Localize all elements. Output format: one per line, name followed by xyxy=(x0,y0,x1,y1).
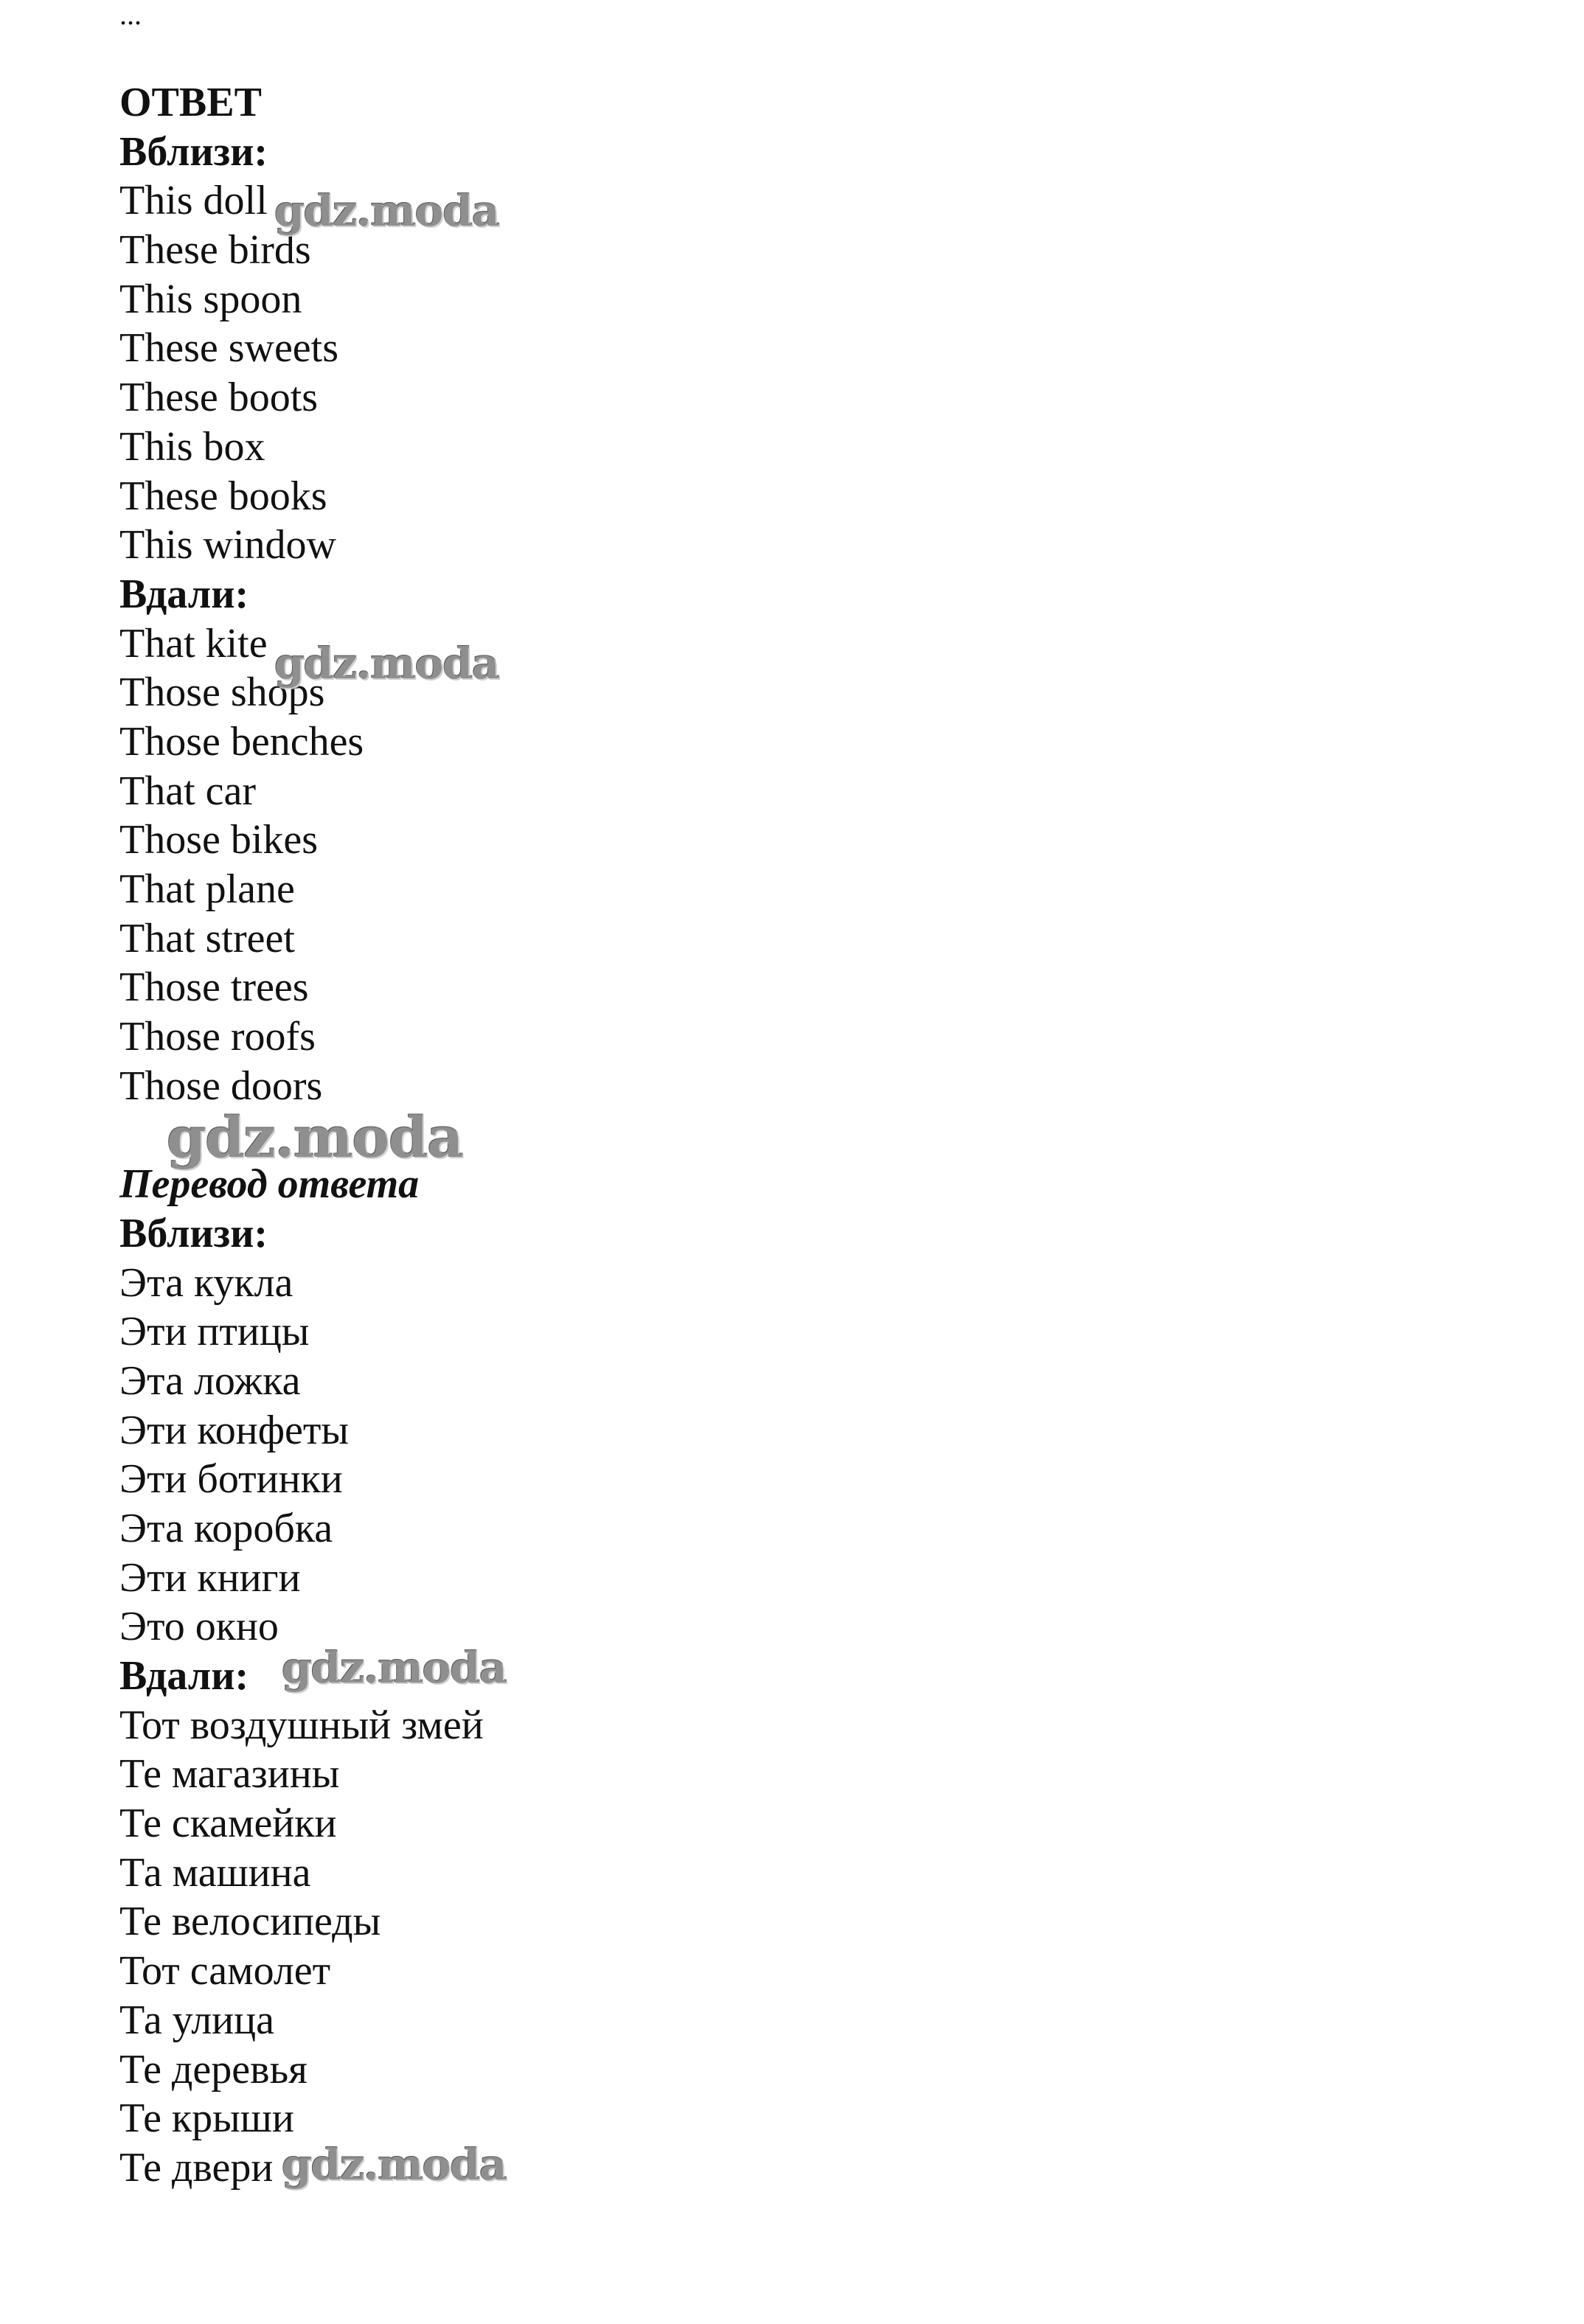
list-item: Those trees xyxy=(119,964,309,1011)
far-list-ru xyxy=(119,1701,1373,2193)
watermark: gdz.moda xyxy=(282,2140,507,2190)
far-heading: Вдали: xyxy=(119,571,249,617)
list-item: Эта коробка xyxy=(119,1505,333,1551)
ellipsis: ... xyxy=(119,0,142,31)
far-heading-ru: Вдали: xyxy=(119,1653,249,1699)
list-item: Та улица xyxy=(119,1997,274,2043)
near-heading-ru: Вблизи: xyxy=(119,1210,268,1256)
watermark: gdz.moda xyxy=(282,1643,507,1693)
list-item: Те велосипеды xyxy=(119,1899,381,1945)
list-item: Эти птицы xyxy=(119,1309,310,1355)
list-item: These sweets xyxy=(119,325,339,372)
list-item: Те крыши xyxy=(119,2095,294,2142)
list-item: Those bikes xyxy=(119,817,319,863)
list-item: This window xyxy=(119,522,336,568)
list-item: These books xyxy=(119,473,327,519)
list-item: Те двери xyxy=(119,2144,274,2191)
far-list xyxy=(119,619,1373,1111)
list-item: Тот самолет xyxy=(119,1948,331,1994)
watermark: gdz.moda xyxy=(274,639,499,689)
near-list-ru xyxy=(119,1259,1373,1652)
watermark: gdz.moda xyxy=(167,1104,463,1170)
list-item: Те деревья xyxy=(119,2046,308,2092)
list-item: Those shops xyxy=(119,669,325,716)
list-item: Те скамейки xyxy=(119,1801,337,1847)
list-item: Those benches xyxy=(119,718,364,765)
list-item: This doll xyxy=(119,178,268,224)
list-item: That street xyxy=(119,915,295,961)
list-item: Эти ботинки xyxy=(119,1456,343,1503)
list-item: That kite xyxy=(119,620,268,667)
list-item: Those roofs xyxy=(119,1014,316,1060)
list-item: Эти книги xyxy=(119,1554,301,1601)
list-item: Эта ложка xyxy=(119,1357,301,1404)
list-item: Та машина xyxy=(119,1849,311,1896)
list-item: This box xyxy=(119,423,265,470)
list-item: Те магазины xyxy=(119,1751,340,1798)
list-item: That car xyxy=(119,768,256,814)
watermark: gdz.moda xyxy=(274,186,499,236)
list-item: This spoon xyxy=(119,276,302,322)
list-item: Тот воздушный змей xyxy=(119,1702,484,1748)
list-item: Эти конфеты xyxy=(119,1407,349,1453)
list-item: That plane xyxy=(119,866,295,912)
list-item: These birds xyxy=(119,227,311,274)
document-content xyxy=(119,0,1373,2193)
near-heading: Вблизи: xyxy=(119,128,268,175)
translation-heading: Перевод ответа xyxy=(119,1161,420,1208)
list-item: Это окно xyxy=(119,1604,279,1650)
answer-heading: ОТВЕТ xyxy=(119,80,262,125)
list-item: Those doors xyxy=(119,1062,323,1109)
list-item: Эта кукла xyxy=(119,1259,293,1306)
list-item: These boots xyxy=(119,375,319,421)
